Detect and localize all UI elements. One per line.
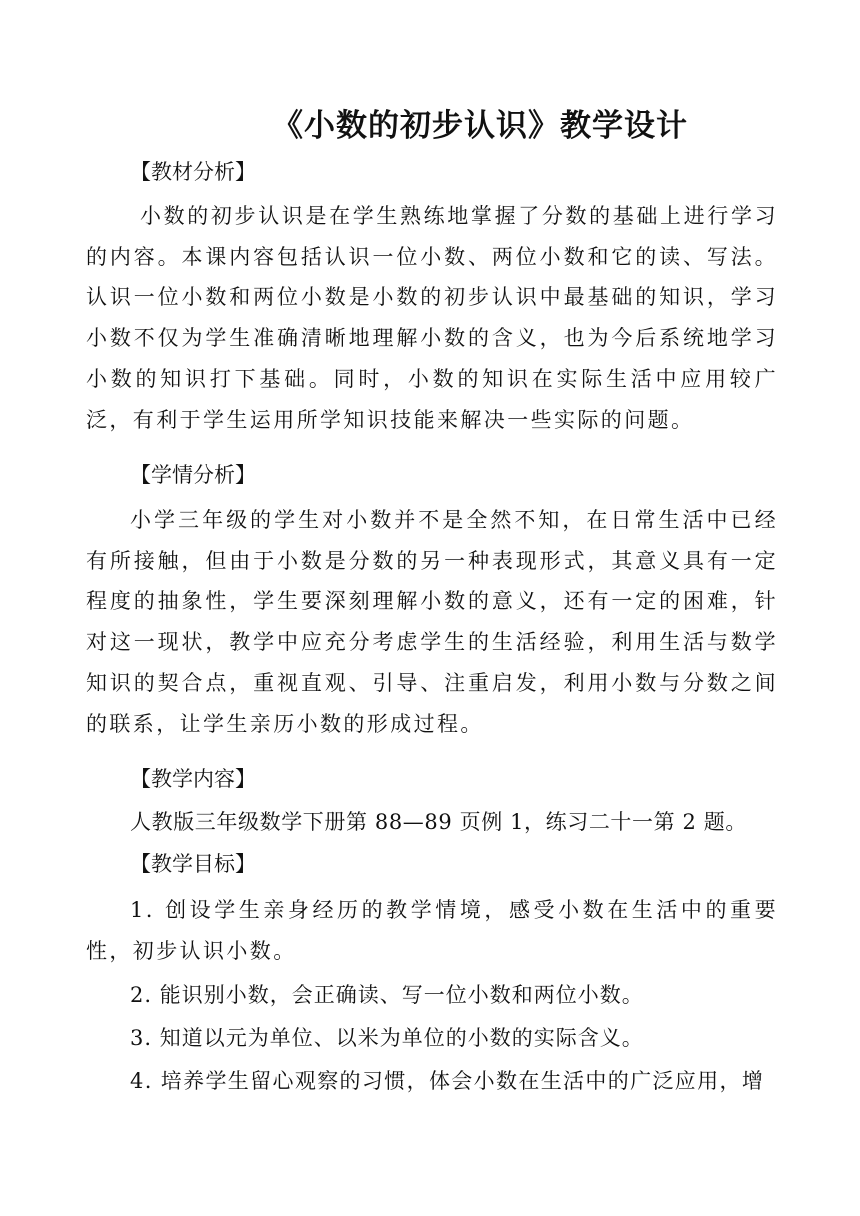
goal-item-3: 3. 知道以元为单位、以米为单位的小数的实际含义。 <box>130 1026 644 1050</box>
goal-item-4: 4. 培养学生留心观察的习惯，体会小数在生活中的广泛应用，增 <box>130 1069 765 1093</box>
paragraph-student: 小学三年级的学生对小数并不是全然不知，在日常生活中已经有所接触，但由于小数是分数的另一种表现形式，其意义具有一定程度的抽象性，学生要深刻理解小数的意义，还有一定的困难，针对这一现状，教学中应充分考虑学生的生活经验，利用生活与数学知识的契合点，重视直观、引导、注重启发，利用小数与分数之间的联系，让学生亲历小数的形成过程。 <box>86 508 778 736</box>
paragraph-content: 人教版三年级数学下册第 88—89 页例 1，练习二十一第 2 题。 <box>130 810 747 834</box>
section-heading-student: 【学情分析】 <box>130 463 256 487</box>
section-heading-goals: 【教学目标】 <box>130 852 256 876</box>
section-heading-analysis: 【教材分析】 <box>130 160 256 184</box>
paragraph-analysis: 小数的初步认识是在学生熟练地掌握了分数的基础上进行学习的内容。本课内容包括认识一位小数、两位小数和它的读、写法。认识一位小数和两位小数是小数的初步认识中最基础的知识，学习小数不仅为学生准确清晰地理解小数的含义，也为今后系统地学习小数的知识打下基础。同时，小数的知识在实际生活中应用较广泛，有利于学生运用所学知识技能来解决一些实际的问题。 <box>86 204 778 432</box>
goal-item-2: 2. 能识别小数，会正确读、写一位小数和两位小数。 <box>130 983 644 1007</box>
section-heading-content: 【教学内容】 <box>130 767 256 791</box>
goal-item-1: 1. 创设学生亲身经历的教学情境，感受小数在生活中的重要性，初步认识小数。 <box>86 898 778 963</box>
document-title: 《小数的初步认识》教学设计 <box>272 108 688 144</box>
